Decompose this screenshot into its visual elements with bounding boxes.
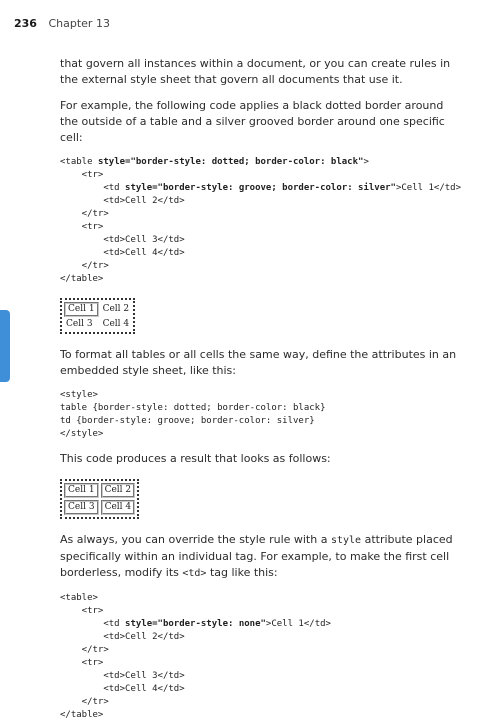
code-line: <td>Cell 2</td> — [60, 632, 185, 642]
code-line: <td>Cell 4</td> — [60, 684, 185, 694]
code-block-3 — [60, 592, 460, 722]
code-line: <style> — [60, 390, 98, 400]
table-cell: Cell 3 — [66, 319, 93, 329]
example-table-all-grooved — [60, 479, 139, 519]
paragraph-text: attribute placed specifically within an individual tag. For example, to make the first cell borderless, modify its — [60, 533, 453, 579]
code-line: <table — [60, 157, 98, 167]
table-cell: Cell 4 — [102, 319, 130, 329]
code-line: </style> — [60, 429, 104, 439]
code-line: >Cell 1</td> — [265, 619, 331, 629]
page-body — [60, 56, 460, 722]
code-line: <td>Cell 3</td> — [60, 671, 185, 681]
code-line: >Cell 1</td> — [395, 183, 461, 193]
rendered-example-1 — [60, 298, 460, 334]
paragraph-1: that govern all instances within a document, or you can create rules in the external style sheet that govern all documents that use it. — [60, 57, 451, 86]
code-line: </tr> — [60, 697, 109, 707]
code-line: <tr> — [60, 606, 104, 616]
paragraph-5 — [60, 532, 460, 582]
code-line: </table> — [60, 274, 104, 284]
code-attribute: style="border-style: none" — [125, 619, 266, 629]
code-block-1 — [60, 156, 460, 286]
code-line: </tr> — [60, 261, 109, 271]
code-line: <td — [60, 183, 126, 193]
table-cell: Cell 3 — [64, 500, 99, 515]
inline-code-style: style — [330, 535, 362, 546]
code-line: <tr> — [60, 658, 104, 668]
code-line: <tr> — [60, 170, 104, 180]
paragraph-2: For example, the following code applies a black dotted border around the outside of a table and a silver grooved border around one specific cell: — [60, 99, 445, 144]
code-line: </table> — [60, 710, 104, 720]
code-line: td {border-style: groove; border-color: silver} — [60, 416, 315, 426]
page-header — [14, 17, 110, 30]
rendered-example-2 — [60, 479, 460, 519]
paragraph-text: tag like this: — [206, 566, 278, 579]
table-cell: Cell 1 — [64, 483, 99, 498]
paragraph-3: To format all tables or all cells the same way, define the attributes in an embedded style sheet, like this: — [60, 348, 457, 377]
paragraph-4: This code produces a result that looks as follows: — [60, 452, 331, 465]
paragraph-text: As always, you can override the style rule with a — [60, 533, 331, 546]
code-attribute: style="border-style: groove; border-color: silver" — [125, 183, 396, 193]
chapter-tab-marker — [0, 310, 10, 382]
code-line: <td — [60, 619, 126, 629]
code-line: </tr> — [60, 645, 109, 655]
code-line: <td>Cell 4</td> — [60, 248, 185, 258]
table-cell: Cell 2 — [102, 304, 130, 314]
code-line: table {border-style: dotted; border-color: black} — [60, 403, 326, 413]
inline-code-td: <td> — [182, 568, 207, 579]
code-attribute: style="border-style: dotted; border-color: black" — [97, 157, 364, 167]
example-table-dotted — [60, 298, 135, 334]
code-line: <table> — [60, 593, 98, 603]
code-line: <td>Cell 2</td> — [60, 196, 185, 206]
table-cell: Cell 4 — [101, 500, 136, 515]
code-line: <tr> — [60, 222, 104, 232]
code-block-2 — [60, 389, 460, 441]
table-cell: Cell 2 — [101, 483, 136, 498]
chapter-label: Chapter 13 — [48, 17, 110, 30]
table-cell: Cell 1 — [64, 302, 99, 317]
page-number: 236 — [14, 17, 37, 30]
code-line: </tr> — [60, 209, 109, 219]
code-line: <td>Cell 3</td> — [60, 235, 185, 245]
code-line: > — [363, 157, 369, 167]
